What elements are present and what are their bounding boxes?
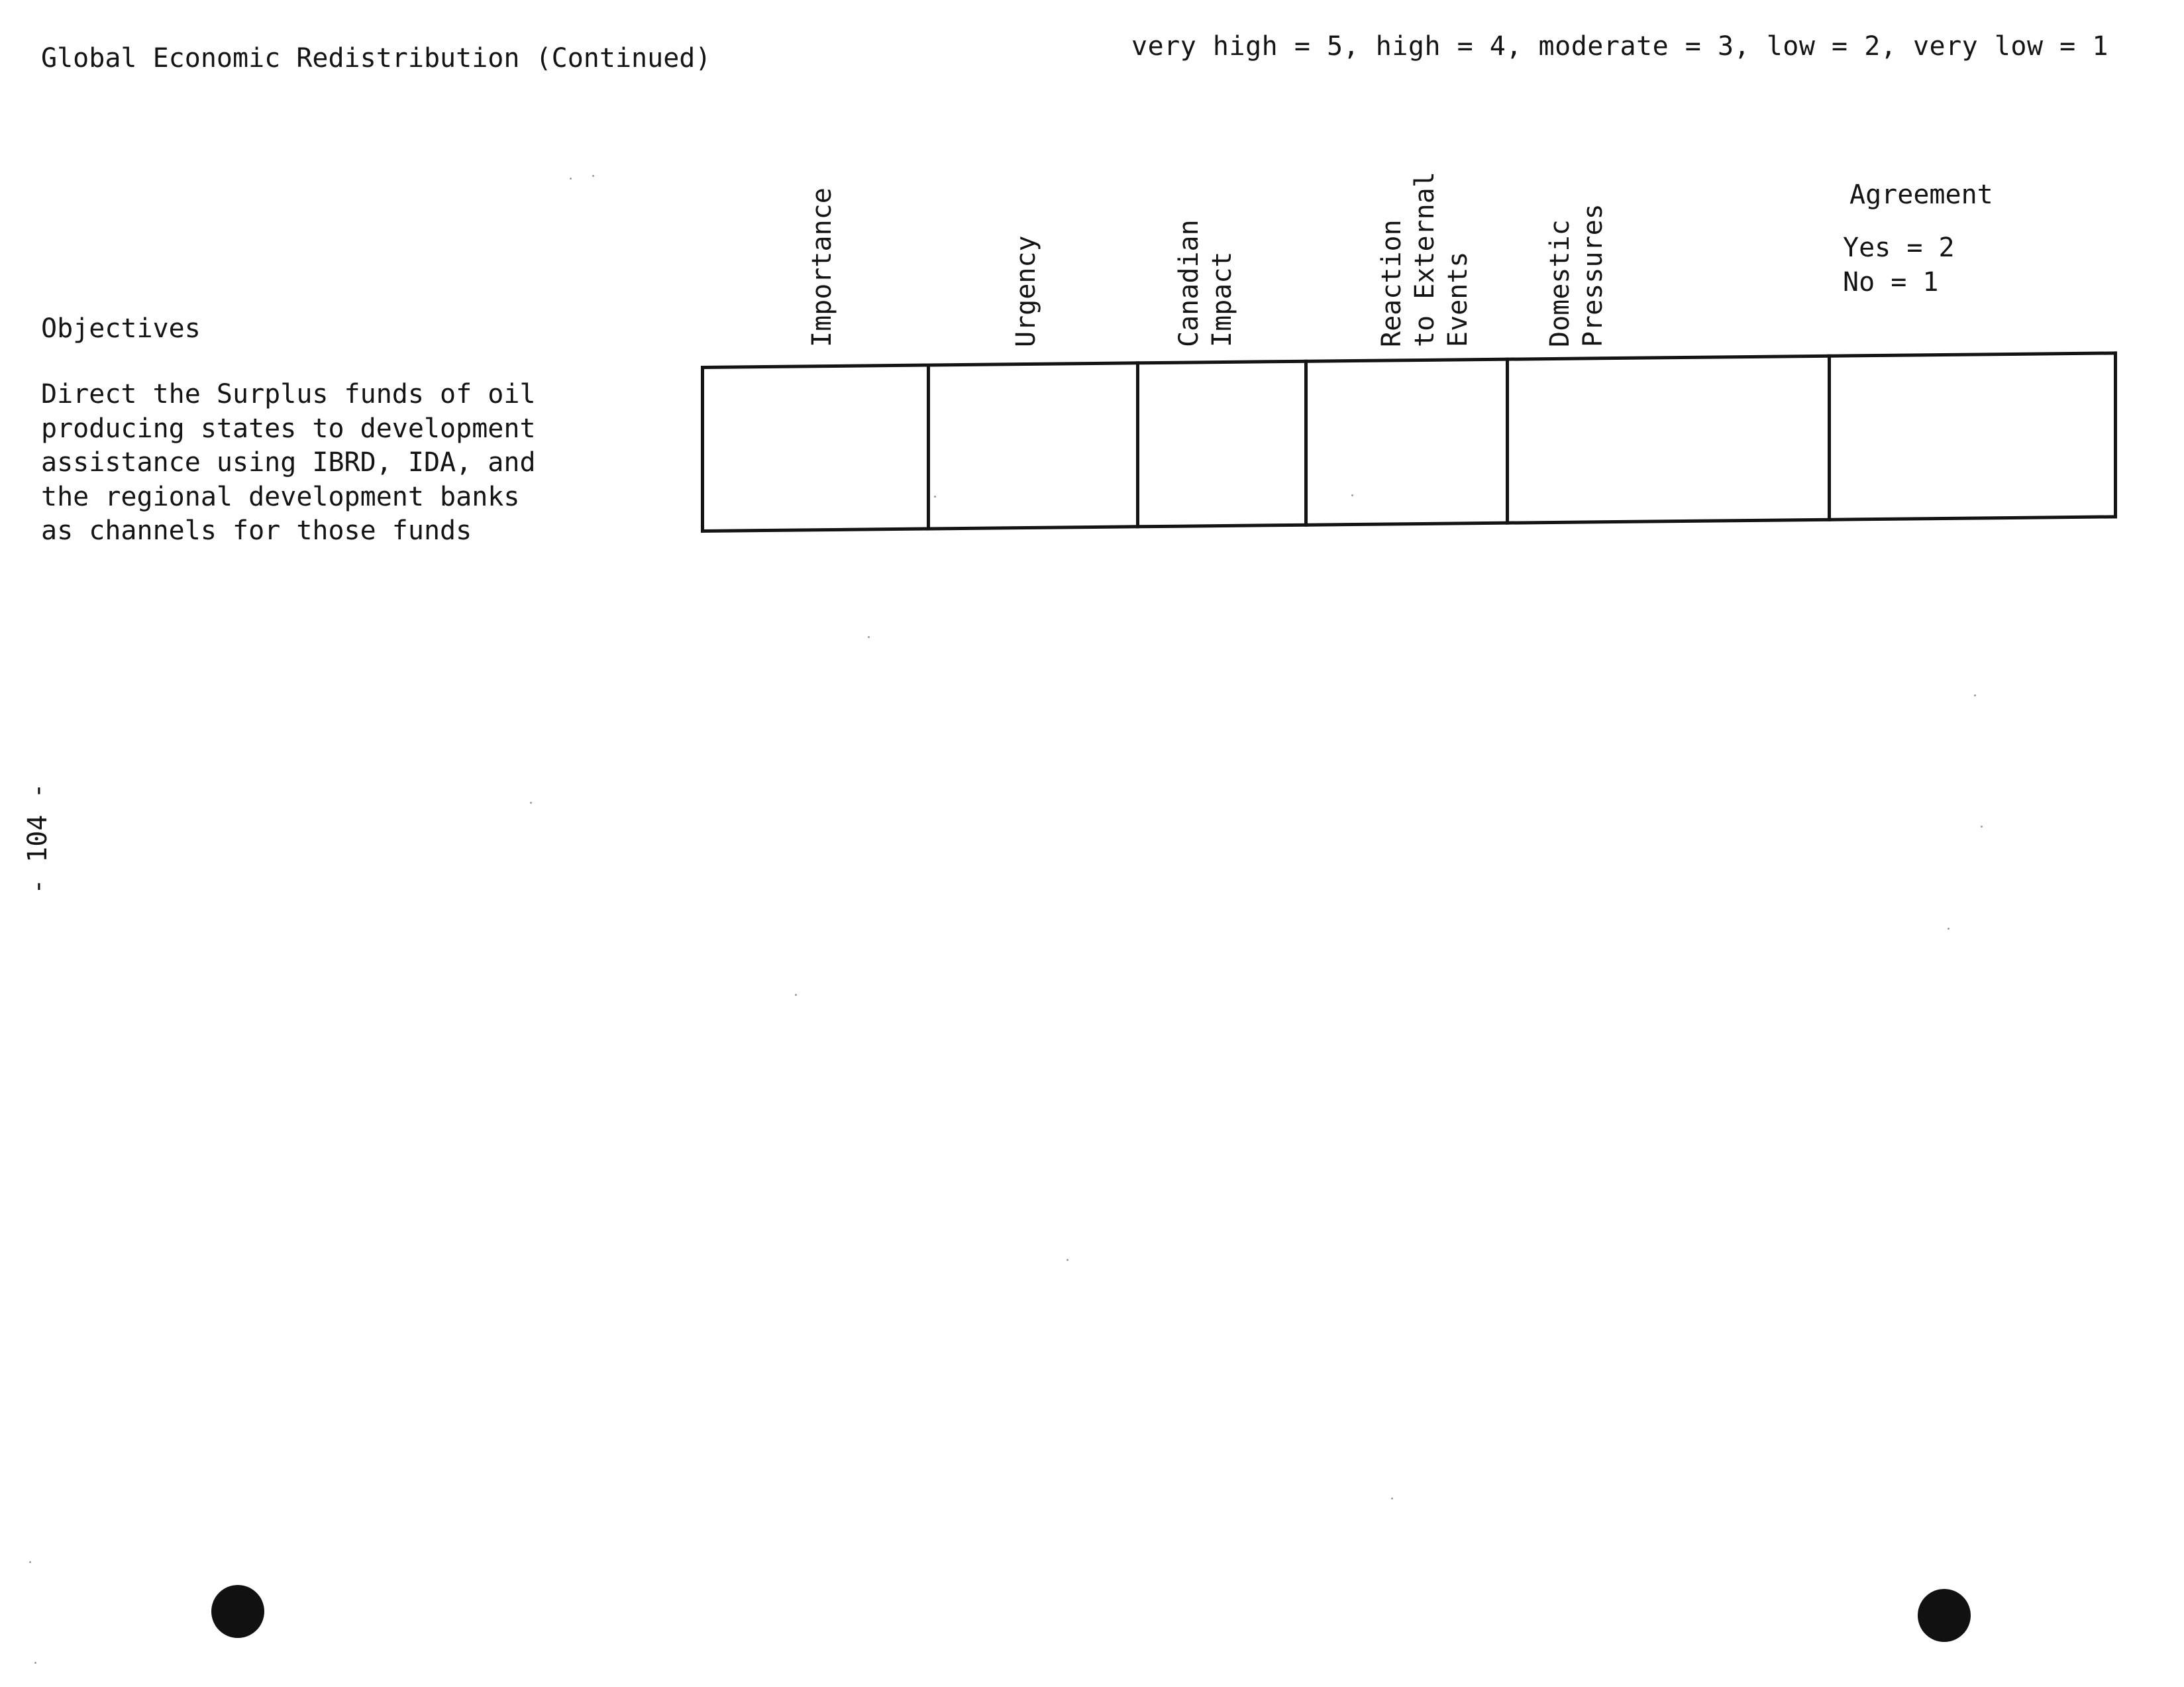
- objectives-heading: Objectives: [41, 313, 201, 344]
- scan-speck: [934, 496, 936, 498]
- objective-line: producing states to development: [41, 413, 536, 444]
- rating-cell-agreement[interactable]: [1831, 351, 2117, 521]
- scan-speck: [1351, 494, 1353, 496]
- scan-speck: [34, 1662, 36, 1664]
- column-header-line: Urgency: [1011, 235, 1041, 347]
- scan-speck: [1948, 928, 1950, 930]
- scan-speck: [1391, 1497, 1393, 1499]
- scan-speck: [795, 994, 797, 996]
- page-number: - 104 -: [23, 783, 53, 895]
- objective-line: the regional development banks: [41, 481, 520, 512]
- rating-scale-legend: very high = 5, high = 4, moderate = 3, low = 2, very low = 1: [1131, 31, 2108, 62]
- column-header-reaction-external-events: [1375, 172, 1475, 347]
- rating-cell-domestic-pressures[interactable]: [1509, 354, 1831, 525]
- agreement-yes-value: Yes = 2: [1843, 233, 1955, 263]
- column-header-line: Events: [1443, 251, 1473, 347]
- objective-description: [41, 378, 571, 549]
- agreement-heading: Agreement: [1849, 180, 1993, 210]
- column-header-line: Impact: [1207, 251, 1237, 347]
- scan-speck: [530, 802, 532, 804]
- scan-speck: [1066, 1259, 1068, 1261]
- column-header-line: Domestic: [1545, 219, 1575, 347]
- scan-speck: [592, 175, 594, 177]
- column-header-line: Pressures: [1578, 203, 1608, 347]
- rating-cell-canadian-impact[interactable]: [1139, 360, 1308, 529]
- scan-speck: [868, 636, 870, 638]
- column-header-importance: [806, 188, 839, 347]
- objective-line: Direct the Surplus funds of oil: [41, 379, 536, 409]
- rating-cell-importance[interactable]: [701, 363, 930, 533]
- punch-hole-right: [1918, 1589, 1971, 1642]
- rating-grid: [701, 351, 2117, 541]
- objective-line: assistance using IBRD, IDA, and: [41, 447, 536, 478]
- column-header-line: to External: [1410, 172, 1440, 347]
- scan-speck: [29, 1561, 31, 1563]
- document-title: Global Economic Redistribution (Continued): [41, 43, 711, 74]
- column-header-line: Canadian: [1174, 219, 1204, 347]
- scan-speck: [1974, 694, 1976, 696]
- column-header-line: Importance: [807, 188, 837, 347]
- punch-hole-left: [211, 1585, 264, 1638]
- column-header-urgency: [1010, 235, 1043, 347]
- scan-speck: [1981, 826, 1983, 828]
- scan-speck: [570, 178, 572, 180]
- agreement-no-value: No = 1: [1843, 267, 1939, 298]
- rating-cell-urgency[interactable]: [930, 361, 1139, 530]
- column-header-canadian-impact: [1172, 219, 1239, 347]
- column-header-line: Reaction: [1377, 219, 1407, 347]
- column-header-domestic-pressures: [1543, 203, 1610, 347]
- rating-cell-reaction-external-events[interactable]: [1308, 358, 1509, 527]
- objective-line: as channels for those funds: [41, 516, 472, 546]
